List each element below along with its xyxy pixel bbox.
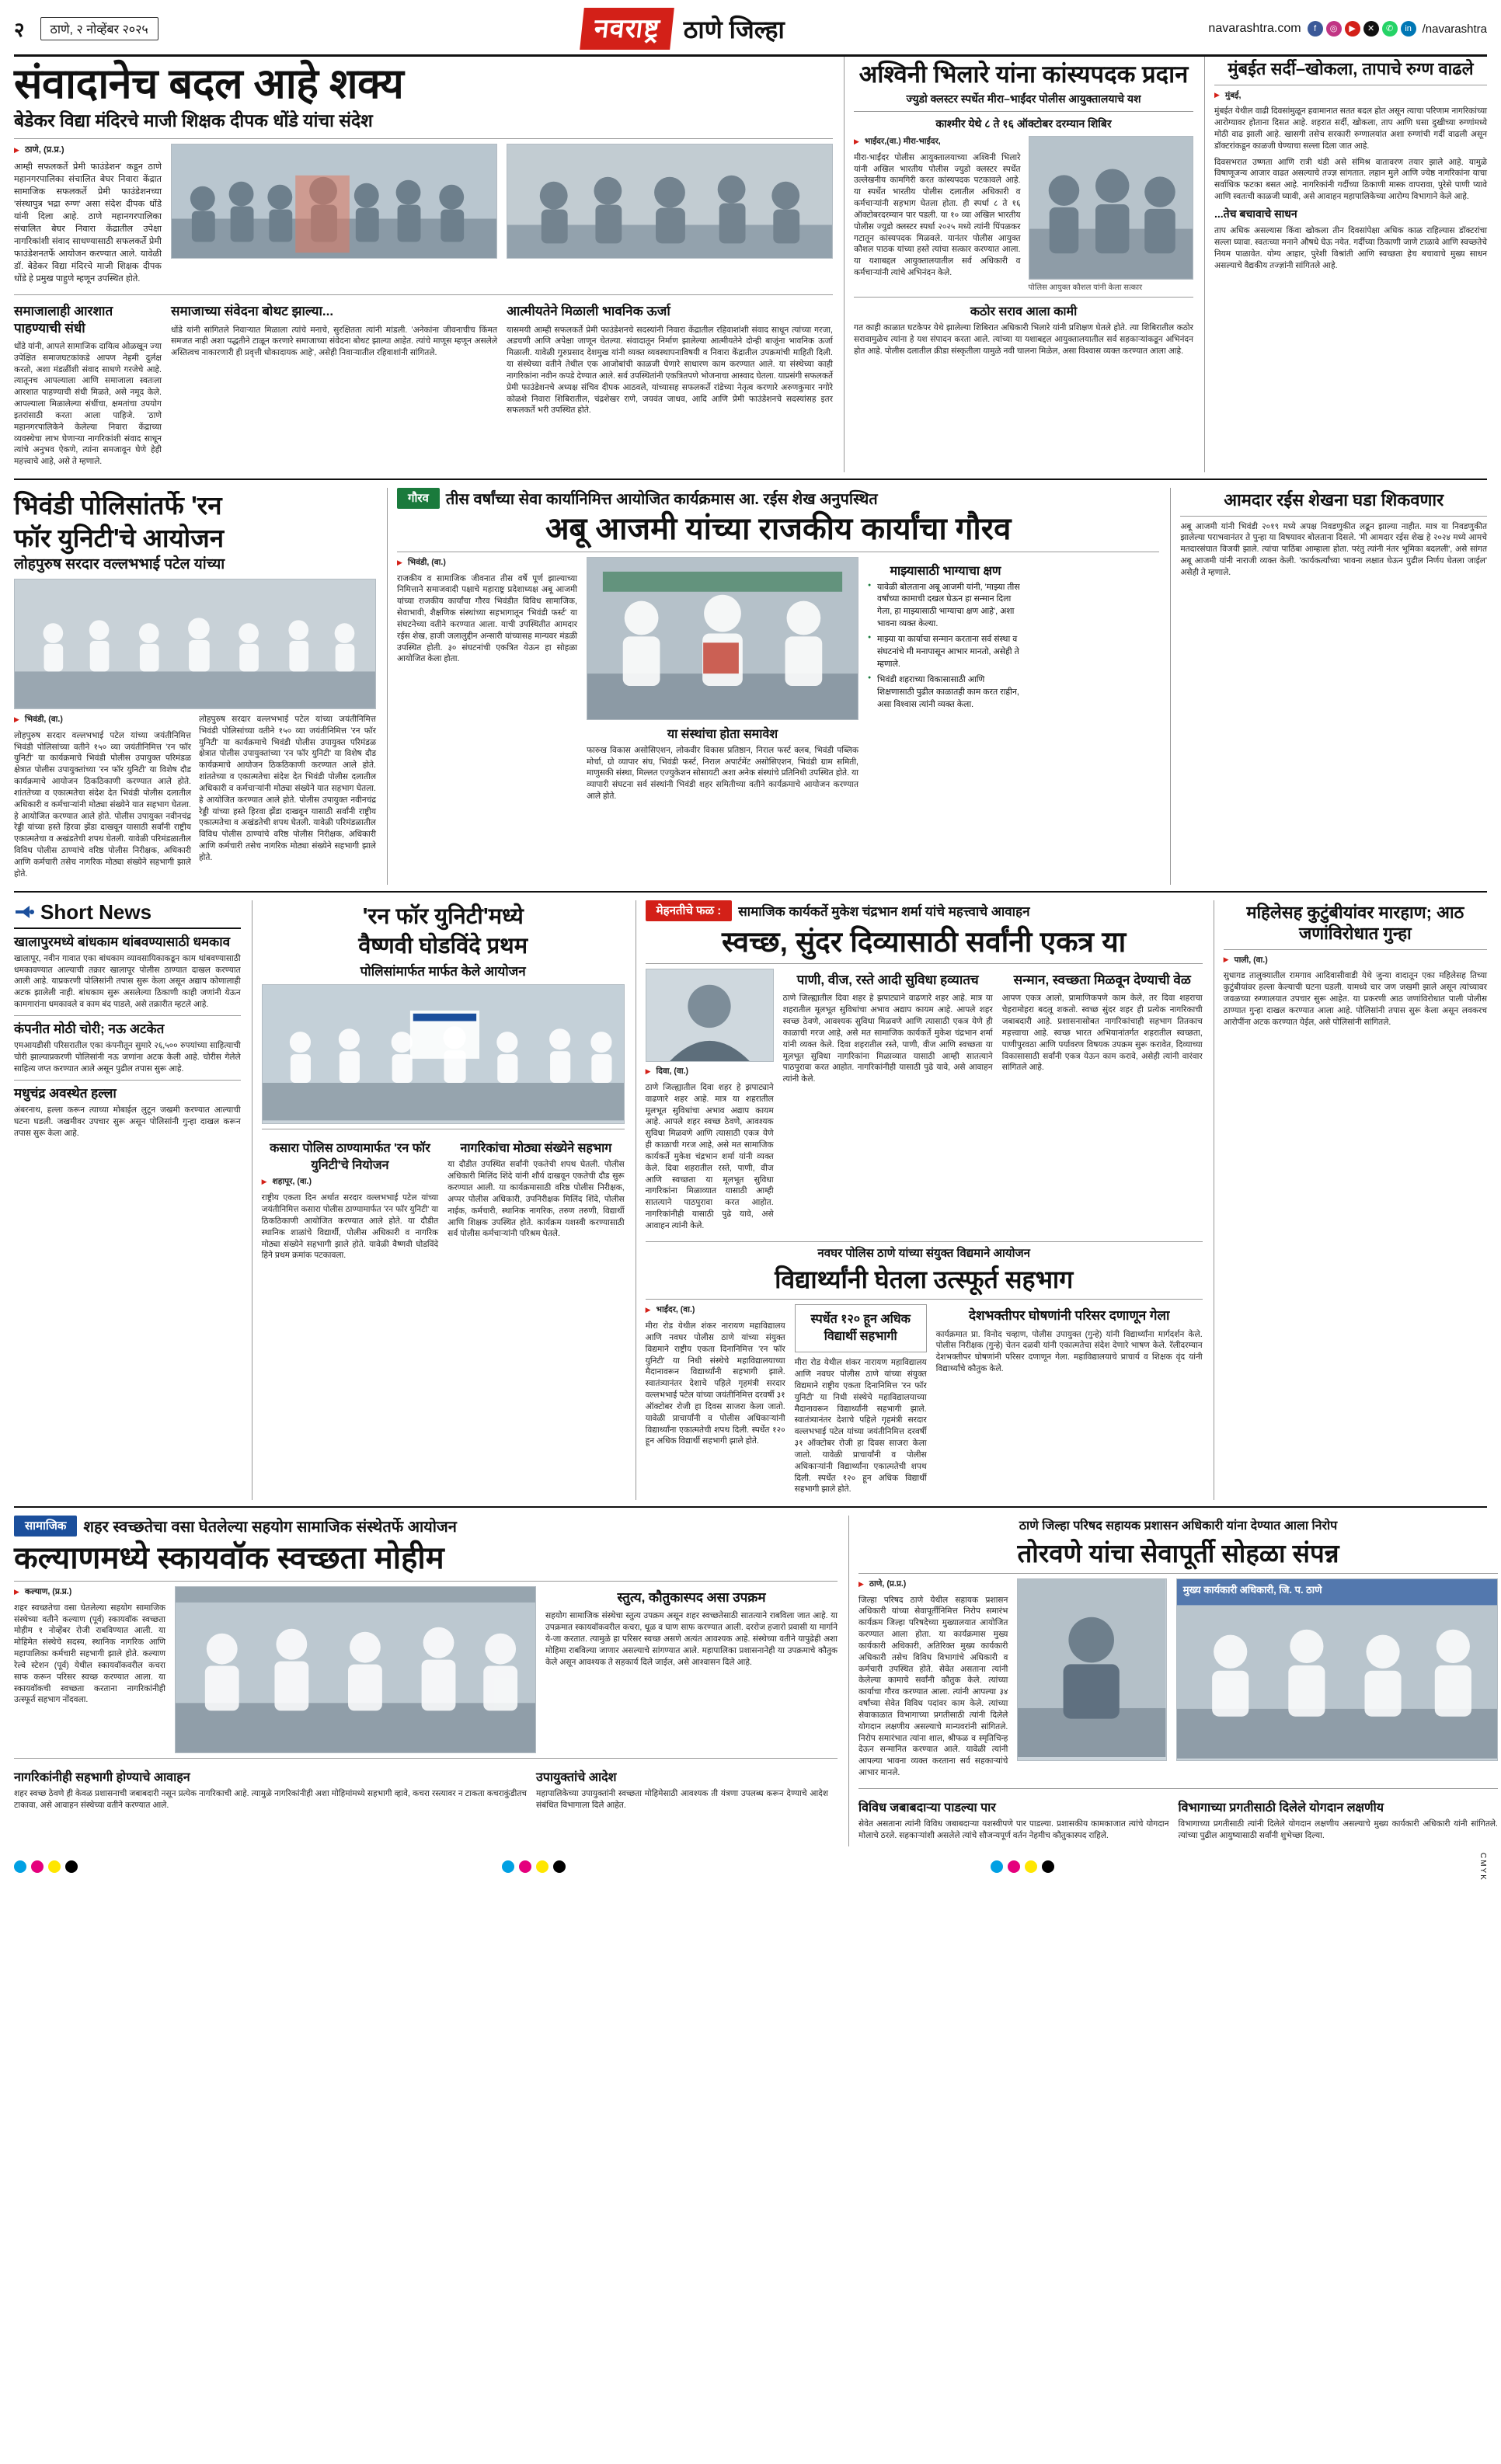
mehnat-story <box>636 900 1203 1501</box>
run-unity-headline-1: 'रन फॉर युनिटी'मध्ये <box>362 903 524 929</box>
ashwini-dateline <box>854 136 1021 148</box>
lead-sub2-body: धोंडे यांनी सांगितले निवाऱ्यात मिळाला त्यांचे मनाचे, सुरक्षितता त्यांनी मांडली. 'अनेकांना जीवनाचीच किंमत समजत नाही अशा पद्धतीने टाळून करणारे समाजाच्या संवेदना बोथट झाल्या आहेत. त्यांचे माणूस म्हणून असलेले अस्तित्वच नाकारणारी ही प्रवृत्ती धोकादायक आहे', असेही निवाऱ्यातील रहिवाशांनी सांगितले. <box>171 325 497 358</box>
mehnat-tagline: सामाजिक कार्यकर्ते मुकेश चंद्रभान शर्मा यांचे महत्त्वाचे आवाहन <box>738 903 1030 919</box>
navghar-box <box>795 1304 927 1352</box>
lead-sub1-head: समाजालाही आरशात पाहण्याची संधी <box>14 304 113 336</box>
samajik-dateline-text: कल्याण, (प्र.प्र.) <box>24 1587 72 1596</box>
facebook-icon[interactable]: f <box>1308 21 1323 37</box>
kutumb-head: महिलेसह कुटुंबीयांवर मारहाण; आठ जणांविरोधात गुन्हा <box>1246 902 1464 944</box>
health-story <box>1204 57 1487 472</box>
rais-shaikh-story <box>1170 488 1487 885</box>
bhiwandi-deck: लोहपुरुष सरदार वल्लभभाई पटेल यांच्या <box>14 556 225 573</box>
run-unity-headline-2: वैष्णवी घोडविंदे प्रथम <box>358 934 528 959</box>
bhiwandi-dateline-text: भिवंडी, (वा.) <box>24 714 63 724</box>
lead-sub2-head: समाजाच्या संवेदना बोथट झाल्या... <box>171 304 334 319</box>
mehnat-right-head: सन्मान, स्वच्छता मिळवून देण्याची वेळ <box>1013 973 1191 988</box>
gaurav-tagline: तीस वर्षांच्या सेवा कार्यानिमित्त आयोजित कार्यक्रमास आ. रईस शेख अनुपस्थित <box>445 491 878 509</box>
navghar-headline: विद्यार्थ्यांनी घेतला उत्स्फूर्त सहभाग <box>775 1265 1074 1294</box>
short-news-item-head: कंपनीत मोठी चोरी; नऊ अटकेत <box>14 1021 165 1036</box>
short-news-column <box>14 900 241 1501</box>
masthead-right <box>1208 21 1487 37</box>
gaurav-bullets <box>868 582 1023 711</box>
health-sub-body: ताप अधिक असल्यास किंवा खोकला तीन दिवसांपेक्षा अधिक काळ राहिल्यास डॉक्टरांचा सल्ला घ्यावा. स्वतःच्या मनाने औषधे घेऊ नयेत. गर्दीच्या ठिकाणी जाणे टाळावे आणि स्वच्छतेचे नियम पाळावेत. योग्य आहार, पुरेशी विश्रांती आणि स्वच्छता हेच बचावाचे मुख्य साधन असल्याचे वैद्यकीय तज्ज्ञांनी सांगितले आहे. <box>1214 226 1487 270</box>
ashwini-box-body: गत काही काळात घटकेपर येथे झालेल्या शिबिरात अधिकारी भिलारे यांनी प्रशिक्षण घेतले होते. त्या शिबिरातील कठोर सरावामुळेच त्यांना हे यश संपादन करता आले. त्यांच्या या यशाबद्दल आयुक्तालयातील सर्व सहकाऱ्यांकडून अभिनंदन होत आहे. पोलीस दलातील क्रीडा संस्कृतीला यामुळे नवी चालना मिळेल, असा विश्वास व्यक्त करण्यात आला आहे. <box>854 322 1193 356</box>
health-body-2: दिवसभरात उष्णता आणि रात्री थंडी असे संमिश्र वातावरण तयार झाले आहे. यामुळे विषाणूजन्य आजार वाढत असल्याचे तज्ज्ञ सांगतात. लहान मुले आणि ज्येष्ठ नागरिकांना याचा सर्वाधिक फटका बसत आहे. नागरिकांनी गर्दीच्या ठिकाणी मास्क वापरावा, पुरेसे पाणी प्यावे आणि स्वतःची काळजी घ्यावी, असे आवाहन महापालिकेच्या आरोग्य विभागाने केले आहे. <box>1214 157 1487 202</box>
ashwini-box-head: कठोर सराव आला कामी <box>970 305 1078 318</box>
ashwini-deck: ज्युडो क्लस्टर स्पर्धेत मीरा–भाईंदर पोलीस आयुक्तालयाचे यश <box>906 92 1141 106</box>
mehnat-dateline-text: दिवा, (वा.) <box>656 1067 689 1077</box>
navghar-right-body: कार्यक्रमात प्रा. विनोद चव्हाण, पोलीस उपायुक्त (गुन्हे) यांनी विद्यार्थ्यांना मार्गदर्शन केले. पोलीस निरीक्षक (गुन्हे) चेतन दळवी यांनी एकात्मतेचा संदेश देणारे भाषण केले. रॅलीदरम्यान देशभक्तीपर घोषणांनी परिसर दणाणून गेला. महाविद्यालयाचे प्राचार्य व शिक्षक वृंद यांनी विद्यार्थ्यांचे कौतुक केले. <box>935 1329 1203 1373</box>
navghar-tagline: नवघर पोलिस ठाणे यांच्या संयुक्त विद्यमाने आयोजन <box>817 1246 1030 1260</box>
short-news-item-body: अंबरनाथ, हल्ला करून त्याच्या मोबाईल लुटून जखमी करण्यात आल्याची घटना घडली. जखमीवर उपचार सुरू असून पोलिसांनी गुन्हा दाखल करून तपास सुरू केला आहे. <box>14 1105 241 1138</box>
mehnat-headline: स्वच्छ, सुंदर दिव्यासाठी सर्वांनी एकत्र या <box>722 925 1127 958</box>
section-gaurav <box>14 488 1487 885</box>
navghar-dateline <box>646 1304 785 1316</box>
lead-story <box>14 57 833 472</box>
newspaper-logo: नवराष्ट्र <box>580 8 675 50</box>
ashwini-photo <box>1029 136 1194 280</box>
samajik-tagline: शहर स्वच्छतेचा वसा घेतलेल्या सहयोग सामाजिक संस्थेतर्फे आयोजन <box>83 1519 457 1537</box>
masthead-left <box>14 15 158 43</box>
short-news-item-body: एमआयडीसी परिसरातील एका कंपनीतून सुमारे २६,५०० रुपयांच्या साहित्याची चोरी झाल्याप्रकरणी पोलिसांनी नऊ जणांना अटक केली आहे. चोरीस गेलेले साहित्य जप्त करण्यात आले असून पुढील तपास सुरू आहे. <box>14 1041 241 1074</box>
publication-date: ठाणे, २ नोव्हेंबर २०२५ <box>40 17 158 40</box>
short-news-item-head: मधुचंद्र अवस्थेत हल्ला <box>14 1085 117 1101</box>
short-news-item <box>14 934 241 1011</box>
bhiwandi-run-photo <box>14 579 376 709</box>
samajik-photo <box>175 1586 536 1753</box>
run-unity-photo <box>262 984 625 1124</box>
lead-photo-1 <box>171 144 497 259</box>
megaphone-icon <box>14 904 34 920</box>
gaurav-body: राजकीय व सामाजिक जीवनात तीस वर्षे पूर्ण झाल्याच्या निमित्ताने समाजवादी पक्षाचे महाराष्ट्र प्रदेशाध्यक्ष अबू आजमी यांच्या राजकीय कार्यांचा गौरव भिवंडीत विविध सामाजिक, सेवाभावी, शैक्षणिक संस्थांच्या सहभागातून 'भिवंडी फर्स्ट' या संघटनेच्या वतीने करण्यात आला. याची उपस्थितीत आमदार रईस शेख, हाजी जलालुद्दीन अन्सारी यांच्यासह मान्यवर मंडळी उपस्थित होती. ३० संघटनांची एकत्रित येऊन हा सोहळा आयोजित केला होता. <box>397 573 577 664</box>
ashwini-body: मीरा-भाईंदर पोलीस आयुक्तालयाच्या अश्विनी भिलारे यांनी अखिल भारतीय पोलीस ज्युडो क्लस्टर स्पर्धेत उल्लेखनीय कामगिरी करत कांस्यपदक पटकावले आहे. या स्पर्धेत भारतीय पोलीस दलातील अधिकारी व कर्मचाऱ्यांनी सहभाग घेतला होता. ही स्पर्धा ८ ते १६ ऑक्टोबरदरम्यान पार पडली. या १० व्या अखिल भारतीय पोलीस ज्युडो क्लस्टर स्पर्धा २०२५ मध्ये त्यांनी पिंपळकर गटातून कांस्यपदक मिळवले. यानंतर पोलीस आयुक्त कौशल पाठक यांच्या हस्ते त्यांचा सत्कार करण्यात आला. या यशाबद्दल आयुक्तालयातील सर्व अधिकारी व कर्मचाऱ्यांनी त्यांचे अभिनंदन केले. <box>854 152 1021 278</box>
torvane-dateline-text: ठाणे, (प्र.प्र.) <box>869 1578 907 1589</box>
torvane-foot2-body: विभागाच्या प्रगतीसाठी त्यांनी दिलेले योगदान लक्षणीय असल्याचे मुख्य कार्यकारी अधिकारी यांनी सांगितले. त्यांच्या पुढील आयुष्यासाठी सर्वांनी शुभेच्छा दिल्या. <box>1178 1818 1498 1840</box>
gaurav-sub-body: फारुख विकास असोसिएशन, लोकवीर विकास प्रतिष्ठान, निराल फर्स्ट क्लब, भिवंडी पब्लिक मोर्चा, ग्रो व्यापार संघ, भिवंडी फर्स्ट, निराल अपार्टमेंट असोसिएशन, भिवंडी ग्राम समिती, माणुसकी संस्था, मिल्लत एज्युकेशन सोसायटी अशा अनेक संस्थांचे प्रतिनिधी उपस्थित होते. या व्यापारी संघटना सर्व संस्थांनी भिवंडी शहर समितीच्या वतीने कार्यक्रमाचे आयोजन करण्यात आले होते. <box>587 745 858 802</box>
social-handle: /navarashtra <box>1422 22 1487 36</box>
mehnat-body-a: ठाणे जिल्ह्यातील दिवा शहर हे झपाट्याने वाढणारे शहर आहे. मात्र या शहरातील मूलभूत सुविधांचा अभाव अद्याप कायम आहे. आपले शहर स्वच्छ ठेवणे, आवश्यक सुविधा मिळवणे आणि त्यासाठी एकत्र येणे ही काळाची गरज आहे, असे मत सामाजिक कार्यकर्ते मुकेश चंद्रभान शर्मा यांनी व्यक्त केले. दिवा शहरातील रस्ते, पाणी, वीज आणि स्वच्छता या मूलभूत सुविधा नागरिकांना मिळाव्यात यासाठी आम्ही सातत्याने पाठपुरावा करत आहोत. नागरिकांनीही यासाठी पुढे यावे, असे आवाहन त्यांनी केले. <box>645 1082 774 1230</box>
ashwini-dateline-text: भाईंदर,(वा.) मीरा-भाईंदर, <box>864 136 941 146</box>
health-dateline-text: मुंबई, <box>1224 90 1242 100</box>
lead-body: आम्ही सफलकर्ते प्रेमी फाउंडेशन' कडून ठाणे महानगरपालिका संचालित बेघर निवारा केंद्रात सामाजिक सफलकर्ते प्रेमी फाउंडेशनच्या 'संस्थापुत्र भद्रा रुग्ण' असा संदेश दीपक धोंडे यांनी दिला आहे. ठाणे महानगरपालिका संचालित बेघर निवारा केंद्रातील उपेक्षा नागरिकांशी संवाद साधण्यासाठी सफलकर्ते प्रेमी फाउंडेशनतर्फे आयोजन करण्यात आले. यावेळी डॉ. बेडेकर विद्या मंदिरचे माजी शिक्षक दीपक धोंडे हे प्रमुख पाहुणे म्हणून उपस्थित होते. <box>14 162 162 284</box>
gaurav-photo <box>587 557 858 720</box>
kutumb-story <box>1214 900 1487 1501</box>
samajik-headline: कल्याणमध्ये स्कायवॉक स्वच्छता मोहीम <box>14 1541 444 1576</box>
mehnat-sub-head: पाणी, वीज, रस्ते आदी सुविधा हव्यातच <box>796 973 979 988</box>
torvane-photo-2 <box>1176 1578 1498 1761</box>
short-news-item-body: खालापूर, नवीन गावात एका बांधकाम व्यावसायिकाकडून काम थांबवण्यासाठी धमकावण्यात आल्याची तक्रार खालापूर पोलीस ठाण्यात दाखल करण्यात आली आहे. याप्रकरणी पोलिसांनी तपास सुरू केला असून अद्याप कोणालाही अटक झालेली नाही. बांधकाम सुरू असलेल्या ठिकाणी काही जणांनी येऊन कामगारांना धमकावले व काम बंद पाडले, असे तक्रारीत म्हटले आहे. <box>14 953 241 1010</box>
gaurav-dateline <box>397 557 577 569</box>
website-url[interactable]: navarashtra.com <box>1208 22 1301 35</box>
gaurav-bullet: ● यावेळी बोलताना अबू आजमी यांनी, 'माझ्या तीस वर्षांच्या कामाची दखल घेऊन हा सन्मान दिला गेला, हा माझ्यासाठी भाग्याचा क्षण आहे', अशा भावना व्यक्त केल्या. <box>868 582 1023 631</box>
twitter-icon[interactable]: ✕ <box>1363 21 1379 37</box>
lead-dateline-text: ठाणे, (प्र.प्र.) <box>25 145 64 155</box>
section-top <box>14 57 1487 472</box>
run-unity-sub2-head: नागरिकांचा मोठ्या संख्येने सहभाग <box>460 1142 612 1156</box>
bhiwandi-dateline <box>14 714 191 726</box>
samajik-body: शहर स्वच्छतेचा वसा घेतलेल्या सहयोग सामाजिक संस्थेच्या वतीने कल्याण (पूर्व) स्कायवॉक स्वच्छता मोहीम १ नोव्हेंबर रोजी राबविण्यात आली. या मोहिमेत संस्थेचे सदस्य, स्थानिक नागरिक आणि महापालिका कर्मचारी सहभागी झाले होते. कल्याण रेल्वे स्टेशन (पूर्व) येथील स्कायवॉकवरील कचरा साफ करून परिसर स्वच्छ करण्यात आला. या स्कायवॉकची स्वच्छता करताना नागरिकांनीही उत्स्फूर्त सहभाग नोंदवला. <box>14 1603 165 1705</box>
masthead-center <box>582 8 784 50</box>
youtube-icon[interactable]: ▶ <box>1345 21 1360 37</box>
registration-color-bar <box>14 1853 1487 1881</box>
samajik-sub-head: स्तुत्य, कौतुकास्पद असा उपक्रम <box>617 1590 766 1605</box>
samajik-foot2-body: महापालिकेच्या उपायुक्तांनी स्वच्छता मोहिमेसाठी आवश्यक ती यंत्रणा उपलब्ध करून देण्याचे आदेश संबंधित विभागाला दिले आहेत. <box>536 1789 828 1810</box>
ashwini-kicker: काश्मीर येथे ८ ते १६ ऑक्टोबर दरम्यान शिबिर <box>935 117 1112 131</box>
bhiwandi-body: लोहपुरुष सरदार वल्लभभाई पटेल यांच्या जयंतीनिमित्त भिवंडी पोलिसांच्या वतीने १५० व्या जयंतीनिमित्त 'रन फॉर युनिटी' या कार्यक्रमाचे भिवंडी पोलीस उपायुक्त परिमंडळ क्षेत्रात पोलीस उपायुक्तांच्या 'रन फॉर युनिटी' या विशेष दौड कार्यक्रमाचे आयोजन ठिकठिकाणी करण्यात आले होते. शांततेच्या व एकात्मतेचा संदेश देत भिवंडी पोलीस दलातील अधिकारी व कर्मचाऱ्यांनी मोठ्या संख्येने यात सहभाग घेतला. हे आयोजित करण्यात आले होते. पोलीस उपायुक्त नवीनचंद्र रेड्डी यांच्या हस्ते हिरवा झेंडा दाखवून यासाठी सर्वांनी राष्ट्रीय एकात्मतेचा व अखंडतेची शपथ घेतली. यावेळी परिमंडळातील विविध पोलीस ठाण्यांचे वरिष्ठ पोलीस निरीक्षक, अधिकारी आणि कर्मचारी तसेच नागरिक मोठ्या संख्येने सहभागी झाले होते. <box>14 730 191 879</box>
lead-photo-2 <box>507 144 833 259</box>
section-bottom <box>14 1516 1498 1846</box>
run-unity-sub1-head: कसारा पोलिस ठाण्यामार्फत 'रन फॉर युनिटी'चे नियोजन <box>270 1142 430 1173</box>
torvane-headline: तोरवणे यांचा सेवापूर्ती सोहळा संपन्न <box>1017 1539 1339 1568</box>
masthead <box>14 8 1487 57</box>
whatsapp-icon[interactable]: ✆ <box>1382 21 1398 37</box>
navghar-right-head: देशभक्तीपर घोषणांनी परिसर दणाणून गेला <box>968 1308 1170 1324</box>
kutumb-dateline <box>1224 955 1487 966</box>
instagram-icon[interactable]: ◎ <box>1326 21 1342 37</box>
lead-headline: संवादानेच बदल आहे शक्य <box>14 61 404 107</box>
edition-name: ठाणे जिल्हा <box>683 15 785 44</box>
torvane-body: जिल्हा परिषद ठाणे येथील सहायक प्रशासन अधिकारी यांच्या सेवापूर्तीनिमित्त निरोप समारंभ कार्यक्रम जिल्हा परिषदेच्या मुख्यालयात आयोजित करण्यात आला होता. या कार्यक्रमास मुख्य कार्यकारी अधिकारी, अतिरिक्त मुख्य कार्यकारी अधिकारी तसेच विविध विभागांचे अधिकारी व कर्मचारी उपस्थित होते. सेवेत असताना त्यांनी केलेल्या कामाचे सर्वांनी कौतुक केले. त्यांच्या कार्याचा गौरव करण्यात आला. त्यांनी आपल्या ३४ वर्षांच्या सेवेत विविध पदांवर काम केले. त्यांच्या सेवाकाळात विभागाच्या प्रगतीसाठी त्यांनी दिलेले योगदान लक्षणीय असल्याचे मान्यवरांनी सांगितले. निरोप समारंभात त्यांना शाल, श्रीफळ व स्मृतिचिन्ह देऊन सन्मानित करण्यात आले. यावेळी त्यांनी आपल्या भावना व्यक्त करताना सर्व सहकाऱ्यांचे आभार मानले. <box>858 1595 1008 1778</box>
kutumb-body: सुधागड तालुक्यातील रामगाव आदिवासीवाडी येथे जुन्या वादातून एका महिलेसह तिच्या कुटुंबीयांवर हल्ला केल्याची घटना घडली. यामध्ये चार जण जखमी झाले असून त्यांच्यावर जवळच्या रुग्णालयात उपचार सुरू आहेत. या प्रकरणी आठ जणांविरोधात पाली पोलीस ठाण्यात गुन्हा दाखल करण्यात आला आहे. पोलिसांनी तपास सुरू केला असून लवकरच आरोपींना अटक करण्यात येईल, असे पोलिसांनी सांगितले. <box>1223 971 1487 1027</box>
samajik-foot2-head: उपायुक्तांचे आदेश <box>536 1771 617 1784</box>
rais-body: अबू आजमी यांनी भिवंडी २०१९ मध्ये अपक्ष निवडणुकीत लढून झाल्या नाहीत. मात्र या निवडणुकीत झालेल्या पराभवानंतर ते पुन्हा या विषयावर बोलताना दिसले. 'मी आमदार रईस शेख हे २०२४ मध्ये आमचे मतदारसंघात विजयी झाले. त्यांचा पाठिंबा आम्हाला होता. परंतु त्यांनी नंतर भूमिका बदलली', असे सांगत अबू आजमी यांनी नाराजी व्यक्त केली. 'कार्यकर्त्यांच्या भावना लक्षात घेऊन पुढील निर्णय घेतला जाईल' असेही ते म्हणाले. <box>1180 521 1487 577</box>
gaurav-dateline-text: भिवंडी, (वा.) <box>407 557 446 567</box>
mehnat-tag: मेहनतीचे फळ : <box>646 900 733 921</box>
navghar-body: मीरा रोड येथील शंकर नारायण महाविद्यालय आणि नवघर पोलीस ठाणे यांच्या संयुक्त विद्यमाने राष्ट्रीय एकता दिनानिमित्त 'रन फॉर युनिटी' या निधी संस्थेचे महाविद्यालयाच्या मैदानावरून विद्यार्थ्यांनी सहभागी झाले. स्वातंत्र्यानंतर देशाचे पहिले गृहमंत्री सरदार वल्लभभाई पटेल यांच्या जयंतीनिमित्त दरवर्षी ३१ ऑक्टोबर रोजी हा दिवस साजरा केला जातो. यावेळी प्राचार्यांनी व पोलीस अधिकाऱ्यांनी विद्यार्थ्यांना एकात्मतेची शपथ दिली. स्पर्धेत १२० हून अधिक विद्यार्थी सहभागी झाले होते. <box>645 1321 785 1446</box>
navghar-body-cont: मीरा रोड येथील शंकर नारायण महाविद्यालय आणि नवघर पोलीस ठाणे यांच्या संयुक्त विद्यमाने राष्ट्रीय एकता दिनानिमित्त 'रन फॉर युनिटी' या निधी संस्थेचे महाविद्यालयाच्या मैदानावरून विद्यार्थ्यांनी सहभागी झाले. स्वातंत्र्यानंतर देशाचे पहिले गृहमंत्री सरदार वल्लभभाई पटेल यांच्या जयंतीनिमित्त दरवर्षी ३१ ऑक्टोबर रोजी हा दिवस साजरा केला जातो. यावेळी प्राचार्यांनी व पोलीस अधिकाऱ्यांनी विद्यार्थ्यांना एकात्मतेची शपथ दिली. स्पर्धेत १२० हून अधिक विद्यार्थी सहभागी झाले होते. <box>794 1358 927 1495</box>
health-dateline <box>1214 90 1487 102</box>
lead-sub3-head: आत्मीयतेने मिळाली भावनिक ऊर्जा <box>507 304 670 319</box>
mehnat-dateline <box>646 1066 774 1077</box>
run-unity-dateline-text: शहापूर, (वा.) <box>272 1177 312 1187</box>
run-unity-story <box>252 900 625 1501</box>
linkedin-icon[interactable]: in <box>1401 21 1416 37</box>
run-unity-sub1-body: राष्ट्रीय एकता दिन अर्थात सरदार वल्लभभाई पटेल यांच्या जयंतीनिमित्त कसारा पोलीस ठाण्यामार्फत 'रन फॉर युनिटी' या ठिकठिकाणी आयोजित करण्यात आले होते. या दौडीत स्थानिक शाळांचे विद्यार्थी, पोलीस अधिकारी व नागरिक मोठ्या संख्येने सहभागी झाले होते. यावेळी वैष्णवी घोडविंदे हिने प्रथम क्रमांक पटकावला. <box>261 1193 439 1261</box>
gaurav-sub-head: या संस्थांचा होता समावेश <box>667 727 778 741</box>
gaurav-story <box>387 488 1159 885</box>
short-news-item <box>14 1085 241 1140</box>
section-middle <box>14 900 1487 1501</box>
gaurav-headline: अबू आजमी यांच्या राजकीय कार्यांचा गौरव <box>545 512 1012 547</box>
health-headline: मुंबईत सर्दी–खोकला, तापाचे रुग्ण वाढले <box>1228 59 1474 78</box>
navghar-box-head: स्पर्धेत १२० हून अधिक विद्यार्थी सहभागी <box>810 1313 911 1344</box>
torvane-dateline <box>858 1578 1008 1590</box>
run-unity-sub2-body: या दौडीत उपस्थित सर्वांनी एकतेची शपथ घेतली. पोलीस अधिकारी मिलिंद शिंदे यांनी शौर्य दाखवून एकतेची दौड सुरू करण्यात आली. या कार्यक्रमासाठी वरिष्ठ पोलीस निरीक्षक, अप्पर पोलीस अधिकारी, उपनिरीक्षक मिलिंद शिंदे, पोलीस नाईक, कर्मचारी, स्थानिक नागरिक, तरुण तरुणी, विद्यार्थी आणि शिक्षक उपस्थित होते. कार्यक्रम यशस्वी करण्यासाठी सर्व पोलीस कर्मचाऱ्यांनी परिश्रम घेतले. <box>448 1160 625 1239</box>
mehnat-right-body: आपण एकत्र आलो, प्रामाणिकपणे काम केले, तर दिवा शहराचा चेहरामोहरा बदलू शकतो. स्वच्छ सुंदर शहर ही प्रत्येक नागरिकाची जबाबदारी आहे. प्रशासनासोबत नागरिकांचाही सहभाग तितकाच महत्त्वाचा आहे. स्वच्छ भारत अभियानांतर्गत शहरातील स्वच्छता, पाणीपुरवठा आणि पर्यावरण विषयक उपक्रम सुरू करावेत, दिव्याच्या विकासासाठी सर्वांनी एकत्र येऊन काम करावे, असेही त्यांनी वारंवार सांगितले आहे. <box>1001 994 1203 1073</box>
cmyk-label: CMYK <box>1478 1852 1487 1881</box>
samajik-tagline-row <box>14 1516 838 1537</box>
samajik-tag: सामाजिक <box>14 1516 77 1537</box>
torvane-foot1-head: विविध जबाबदाऱ्या पाडल्या पार <box>858 1801 996 1815</box>
short-news-title: Short News <box>40 900 152 924</box>
mehnat-body-b: ठाणे जिल्ह्यातील दिवा शहर हे झपाट्याने वाढणारे शहर आहे. मात्र या शहरातील मूलभूत सुविधांचा अभाव अद्याप कायम आहे. आपले शहर स्वच्छ ठेवणे, आवश्यक सुविधा मिळवणे आणि त्यासाठी एकत्र येणे ही काळाची गरज आहे, असे मत सामाजिक कार्यकर्ते मुकेश चंद्रभान शर्मा यांनी व्यक्त केले. दिवा शहरातील रस्ते, पाणी, वीज आणि स्वच्छता या मूलभूत सुविधा नागरिकांना मिळाव्यात यासाठी आम्ही सातत्याने पाठपुरावा करत आहोत. नागरिकांनीही यासाठी पुढे यावे, असे आवाहन त्यांनी केले. <box>782 994 993 1084</box>
gaurav-tagline-row <box>397 488 1159 509</box>
torvane-foot2-head: विभागाच्या प्रगतीसाठी दिलेले योगदान लक्षणीय <box>1178 1801 1384 1815</box>
run-unity-deck: पोलिसांमार्फत मार्फत केले आयोजन <box>360 964 526 980</box>
health-sub-head: ...तेच बचावाचे साधन <box>1214 207 1297 220</box>
gaurav-bullets-head: माझ्यासाठी भाग्याचा क्षण <box>890 564 1001 578</box>
ashwini-photo-caption: पोलिस आयुक्त कौशल यांनी केला सत्कार <box>1028 283 1143 292</box>
short-news-item-head: खालापुरमध्ये बांधकाम थांबवण्यासाठी धमकाव <box>14 934 231 949</box>
social-icons <box>1308 21 1416 37</box>
gaurav-bullet: ● भिवंडी शहराच्या विकासासाठी आणि शिक्षणासाठी पुढील काळातही काम करत राहीन, असा विश्वास त्यांनी व्यक्त केला. <box>868 674 1023 711</box>
health-body-1: मुंबईत येथील वाढी दिवसांमुळून हवामानात सतत बदल होत असून त्याचा परिणाम नागरिकांच्या आरोग्यावर होताना दिसत आहे. शहरात सर्दी, खोकला, ताप आणि घसा दुखीच्या रुग्णांमध्ये मोठी वाढ झाली आहे. खासगी तसेच सरकारी रुग्णालयांत अशा रुग्णांची गर्दी वाढली असून डॉक्टरांकडून काळजी घेण्याचा सल्ला दिला जात आहे. <box>1214 106 1487 151</box>
short-news-header <box>14 900 241 929</box>
torvane-photo-1 <box>1017 1578 1166 1761</box>
mehnat-tagline-row <box>646 900 1203 921</box>
mehnat-portrait <box>646 969 774 1062</box>
samajik-foot1-head: नागरिकांनीही सहभागी होण्याचे आवाहन <box>14 1771 190 1784</box>
short-news-item <box>14 1021 241 1075</box>
lead-sub3-body: यासमयी आम्ही सफलकर्ते प्रेमी फाउंडेशनचे सदस्यांनी निवारा केंद्रातील रहिवाशांशी संवाद साधून त्यांच्या गरजा, अडचणी आणि अपेक्षा जाणून घेतल्या. संवादातून निर्माण झालेल्या आत्मीयतेने दोन्ही बाजूंना भावनिक ऊर्जा मिळाली. यावेळी गुरुप्रसाद देशमुख यांनी व्यक्त व्यवस्थापनाविषयी व निवारा केंद्रातील उपक्रमांची माहिती दिली. या संस्थेच्या वतीने तेथील एक आजोबांची काळजी घेणारे साधारण काम करण्यात आले. या संस्थेच्या काही नागरिकांना नवीन कपडे देण्यात आले. सर्व उपस्थितांनी एकत्रितपणे भोजनाचा आस्वाद घेतला. याप्रसंगी सफलकर्ते प्रेमी फाउंडेशनचे अध्यक्ष संचिव दीपक आठवले, यांच्यासह सफलकर्ते रांडेच्या नेतृत्व करणारे अरुणकुमार नगोरे कोळशे निवारा शिबिरातील, चंद्रशेखर राणे, जयवंत जाधव, आदि आणि प्रेमी फाउंडेशनचे सदस्यांसह इतर सफलकर्ते भरी उपस्थित होते. <box>507 325 833 416</box>
bhiwandi-headline-line1: भिवंडी पोलिसांतर्फे 'रन <box>14 491 222 520</box>
kutumb-dateline-text: पाली, (वा.) <box>1234 955 1268 965</box>
gaurav-bullet: ● माझ्या या कार्याचा सन्मान करताना सर्व संस्था व संघटनांचे मी मनापासून आभार मानतो, असेही ते म्हणाले. <box>868 634 1023 670</box>
navghar-dateline-text: भाईंदर, (वा.) <box>656 1305 695 1315</box>
lead-deck: बेडेकर विद्या मंदिरचे माजी शिक्षक दीपक धोंडे यांचा संदेश <box>14 110 373 131</box>
torvane-foot1-body: सेवेत असताना त्यांनी विविध जबाबदाऱ्या यशस्वीपणे पार पाडल्या. प्रशासकीय कामकाजात त्यांचे योगदान मोलाचे ठरले. सहकाऱ्यांशी असलेले त्यांचे सौजन्यपूर्ण वर्तन नेहमीच कौतुकास्पद राहिले. <box>858 1818 1169 1840</box>
page-number: २ <box>14 18 25 41</box>
lead-sub1-body: धोंडे यांनी, आपले सामाजिक दायित्व ओळखून ज्या उपेक्षित समाजघटकांकडे आपण नेहमी दुर्लक्ष करतो, अशा मंडळींशी संवाद साधणे गरजेचे आहे. त्यातूनच आपल्याला आणि समाजाला स्वतःला आरशात पाहण्याची संधी मिळते, असे नमूद केले. आपल्याला मिळालेल्या संधींचा, क्षमतांचा उपयोग इतरांसाठी करता आला पाहिजे. 'ठाणे महानगरपालिकेने केलेल्या निवारा केंद्राच्या व्यवस्थेचा लाभ घेणाऱ्या नागरिकांशी संवाद साधून त्यांचे अनुभव ऐकणे, त्यांना समजावून घेणे हेही महत्त्वाचे आहे, असे ते म्हणाले. <box>14 341 162 467</box>
run-unity-sub1-dateline <box>262 1176 439 1188</box>
samajik-sub-body: सहयोग सामाजिक संस्थेचा स्तुत्य उपक्रम असून शहर स्वच्छतेसाठी सातत्याने राबविला जात आहे. या उपक्रमात स्कायवॉकवरील कचरा, धूळ व घाण साफ करण्यात आली. दररोज हजारो प्रवासी या मार्गाने ये-जा करतात. त्यामुळे हा परिसर स्वच्छ असणे अत्यंत आवश्यक आहे. संस्थेच्या वतीने यापुढेही अशा मोहिमा राबविल्या जाणार असल्याचे सांगण्यात आले. महापालिका प्रशासनानेही या उपक्रमाचे कौतुक केले असून आवश्यक ते सहकार्य दिले जाईल, असे आश्वासन दिले आहे. <box>545 1611 838 1667</box>
gaurav-tag: गौरव <box>397 488 440 509</box>
ashwini-headline: अश्विनी भिलारे यांना कांस्यपदक प्रदान <box>858 61 1189 88</box>
bhiwandi-headline-line2: फॉर युनिटी'चे आयोजन <box>14 523 225 552</box>
bhiwandi-body-cont: लोहपुरुष सरदार वल्लभभाई पटेल यांच्या जयंतीनिमित्त भिवंडी पोलिसांच्या वतीने १५० व्या जयंतीनिमित्त 'रन फॉर युनिटी' या कार्यक्रमाचे भिवंडी पोलीस उपायुक्त परिमंडळ क्षेत्रात पोलीस उपायुक्तांच्या 'रन फॉर युनिटी' या विशेष दौड कार्यक्रमाचे आयोजन ठिकठिकाणी करण्यात आले होते. शांततेच्या व एकात्मतेचा संदेश देत भिवंडी पोलीस दलातील अधिकारी व कर्मचाऱ्यांनी मोठ्या संख्येने यात सहभाग घेतला. हे आयोजित करण्यात आले होते. पोलीस उपायुक्त नवीनचंद्र रेड्डी यांच्या हस्ते हिरवा झेंडा दाखवून यासाठी सर्वांनी राष्ट्रीय एकात्मतेचा व अखंडतेची शपथ घेतली. यावेळी परिमंडळातील विविध पोलीस ठाण्यांचे वरिष्ठ पोलीस निरीक्षक, अधिकारी आणि कर्मचारी तसेच नागरिक मोठ्या संख्येने सहभागी झाले होते. <box>199 714 376 862</box>
ashwini-story <box>844 57 1193 472</box>
samajik-story <box>14 1516 838 1846</box>
lead-dateline <box>14 144 162 156</box>
torvane-story <box>848 1516 1498 1846</box>
torvane-photo-caption: मुख्य कार्यकारी अधिकारी, जि. प. ठाणे <box>1182 1583 1322 1596</box>
bhiwandi-run-story <box>14 488 376 885</box>
samajik-foot1-body: शहर स्वच्छ ठेवणे ही केवळ प्रशासनाची जबाबदारी नसून प्रत्येक नागरिकाची आहे. त्यामुळे नागरिकांनीही अशा मोहिमांमध्ये सहभागी व्हावे, कचरा रस्त्यावर न टाकता कचराकुंडीतच टाकावा, असे आवाहन संस्थेच्या वतीने करण्यात आले. <box>14 1789 527 1810</box>
torvane-tagline: ठाणे जिल्हा परिषद सहायक प्रशासन अधिकारी यांना देण्यात आला निरोप <box>1019 1519 1338 1533</box>
samajik-dateline <box>14 1586 165 1598</box>
rais-head: आमदार रईस शेखना घडा शिकवणार <box>1224 490 1444 510</box>
